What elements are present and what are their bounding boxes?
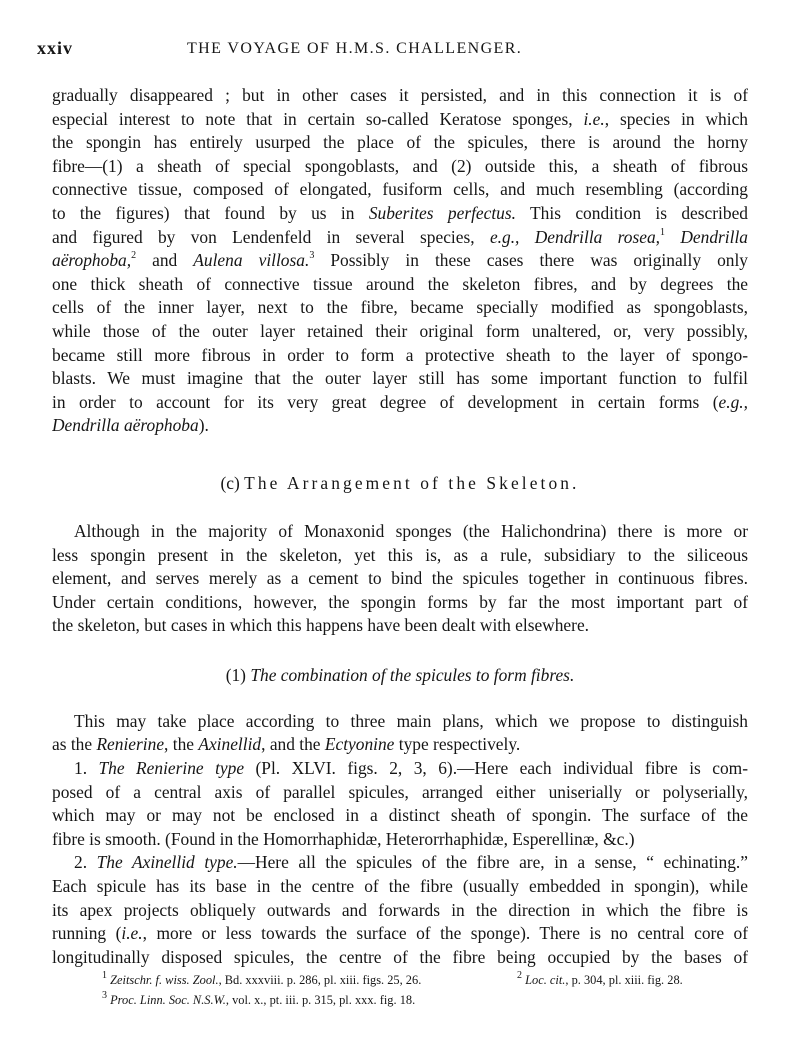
text-line: the spongin has entirely usurped the place of the spicules, there is around the horny	[52, 132, 748, 153]
footnote-2: $^2$ Loc. cit., p. 304, pl. xiii. fig. 28.	[517, 969, 683, 987]
text-line: element, and serves merely as a cement to bind the spicules together in continuous fibres.	[52, 568, 748, 589]
footnote-ref: 3	[309, 250, 315, 262]
text-line: blasts. We must imagine that the outer layer still has some important function to fulfil	[52, 368, 748, 389]
text-line: became still more fibrous in order to form a protective sheath to the layer of spongo-	[52, 344, 748, 365]
text-line: less spongin present in the skeleton, yet this is, as a rule, subsidiary to the siliceous	[52, 544, 748, 565]
text-line: while those of the outer layer retained their original form unaltered, or, very possibly,	[52, 320, 748, 341]
text-line: Each spicule has its base in the centre of the fibre (usually embedded in spongin), while	[52, 876, 748, 897]
page-body	[52, 84, 748, 969]
text-line: longitudinally disposed spicules, the centre of the fibre being occupied by the bases of	[52, 946, 748, 967]
text-line: to the figures) that found by us in Suberites perfectus. This condition is described	[52, 202, 748, 223]
text-line: connective tissue, composed of elongated, fusiform cells, and much resembling (according	[52, 179, 748, 200]
text-line: fibre is smooth. (Found in the Homorrhaphidæ, Heterorrhaphidæ, Esperellinæ, &c.)	[52, 828, 635, 849]
footnote-row	[102, 970, 742, 990]
text-line: running (i.e., more or less towards the surface of the sponge). There is no central core of	[52, 923, 748, 944]
text-line: its apex projects obliquely outwards and forwards in the direction in which the fibre is	[52, 899, 748, 920]
paragraph-monaxonid	[52, 520, 748, 638]
text-line: and figured by von Lendenfeld in several species, e.g., Dendrilla rosea,$^1$ Dendrilla	[52, 226, 748, 247]
subsection-heading-fibres: (1) The combination of the spicules to form fibres.	[225, 664, 575, 685]
text-line: gradually disappeared ; but in other cases it persisted, and in this connection it is of	[52, 85, 748, 105]
text-line: which may or may not be enclosed in a distinct sheath of spongin. The surface of the	[52, 805, 748, 826]
footnote-ref: 2	[131, 250, 137, 262]
section-heading-skeleton-arrangement: (c) The Arrangement of the Skeleton.	[220, 472, 580, 493]
footnote-1: $^1$ Zeitschr. f. wiss. Zool., Bd. xxxviii. p. 286, pl. xiii. figs. 25, 26.	[102, 969, 422, 987]
text-line: 2. The Axinellid type.—Here all the spicules of the fibre are, in a sense, “ echinating.”	[74, 852, 748, 873]
footnote-3: $^3$ Proc. Linn. Soc. N.S.W., vol. x., pt. iii. p. 315, pl. xxx. fig. 18.	[102, 989, 416, 1007]
text-line: Under certain conditions, however, the spongin forms by far the most important part of	[52, 591, 748, 612]
footnote-ref: 1	[660, 226, 666, 238]
paragraph-spongin-sheath	[52, 84, 748, 438]
text-line: fibre—(1) a sheath of special spongoblasts, and (2) outside this, a sheath of fibrous	[52, 155, 748, 176]
text-line: Although in the majority of Monaxonid sponges (the Halichondrina) there is more or	[74, 520, 748, 541]
text-line: the skeleton, but cases in which this happens have been dealt with elsewhere.	[52, 615, 590, 636]
text-line: especial interest to note that in certain so-called Keratose sponges, i.e., species in which	[52, 108, 748, 129]
text-line: cells of the inner layer, next to the fibre, became specially modified as spongoblasts,	[52, 297, 748, 318]
footnote-row	[102, 990, 742, 1010]
page-number: xxiv	[37, 38, 74, 58]
list-item-renierine	[52, 757, 748, 851]
running-title: THE VOYAGE OF H.M.S. CHALLENGER.	[187, 40, 523, 57]
text-line: in order to account for its very great degree of development in certain forms (e.g.,	[52, 391, 748, 412]
text-line: Dendrilla aërophoba).	[52, 415, 209, 436]
text-line: This may take place according to three main plans, which we propose to distinguish	[74, 710, 748, 731]
paragraph-three-plans	[52, 710, 748, 757]
text-line: as the Renierine, the Axinellid, and the Ectyonine type respectively.	[52, 734, 521, 755]
page-header	[37, 38, 752, 64]
text-line: one thick sheath of connective tissue around the skeleton fibres, and by degrees the	[52, 273, 748, 294]
text-line: aërophoba,$^2$ and Aulena villosa.$^3$ Possibly in these cases there was originally only	[52, 250, 748, 271]
list-item-axinellid	[52, 851, 748, 969]
footnotes	[102, 970, 742, 1010]
text-line: 1. The Renierine type (Pl. XLVI. figs. 2, 3, 6).—Here each individual fibre is com-	[74, 758, 748, 779]
text-line: posed of a central axis of parallel spicules, arranged either uniserially or polyserially,	[52, 781, 748, 802]
